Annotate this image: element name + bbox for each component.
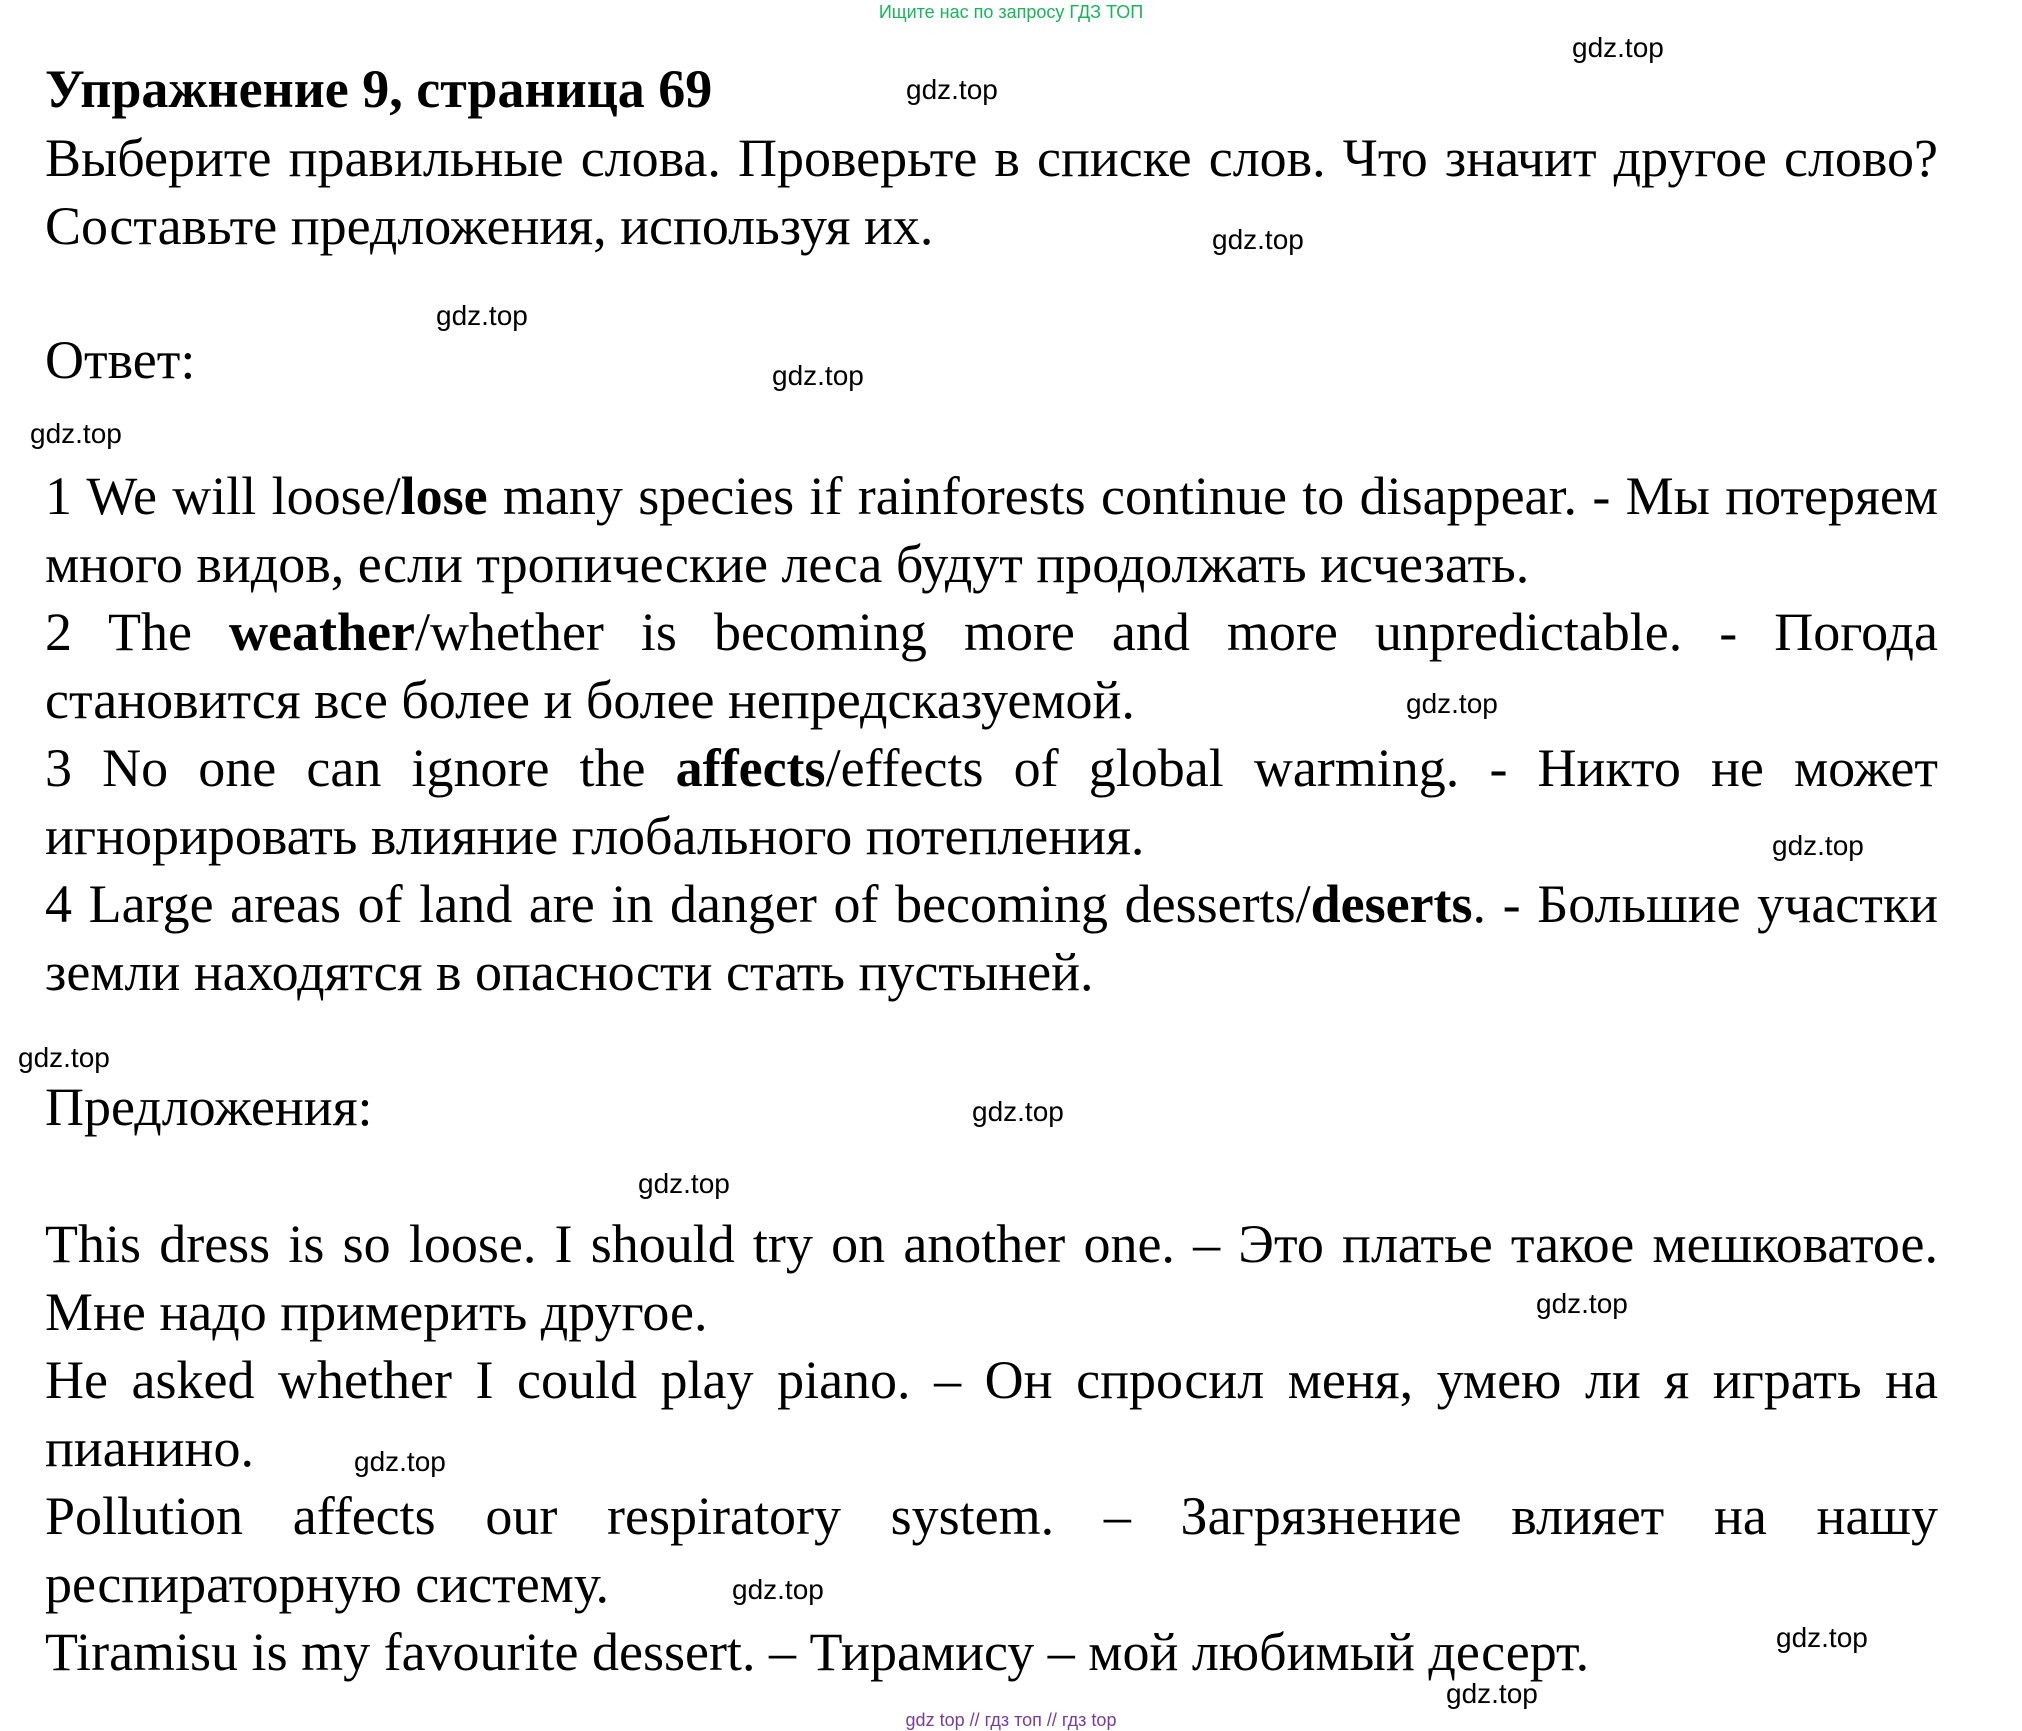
watermark: gdz.top <box>772 360 864 391</box>
answer-label: Ответ: <box>45 330 196 390</box>
sentence-item-4: Tiramisu is my favourite dessert. – Тирамису – мой любимый десерт. <box>45 1622 1590 1682</box>
watermark: gdz.top <box>354 1446 446 1477</box>
watermark: gdz.top <box>972 1096 1064 1127</box>
answer-item-3: 3 No one can ignore the affects/effects of global warming. - Никто не может игнорировать влияние глобального потепления. <box>45 738 1938 866</box>
answer-item-2: 2 The weather/whether is becoming more and more unpredictable. - Погода становится все более и более непредсказуемой. <box>45 602 1938 730</box>
watermark: gdz.top <box>1772 830 1864 861</box>
sentence-item-3: Pollution affects our respiratory system. – Загрязнение влияет на нашу респираторную систему. <box>45 1486 1938 1614</box>
watermark: gdz.top <box>30 418 122 449</box>
sentences-label: Предложения: <box>45 1077 373 1137</box>
sentence-item-2: He asked whether I could play piano. – Он спросил меня, умею ли я играть на пианино. <box>45 1350 1938 1478</box>
exercise-title: Упражнение 9, страница 69 <box>45 59 713 119</box>
search-hint-banner: Ищите нас по запросу ГДЗ ТОП <box>878 2 1144 22</box>
watermark: gdz.top <box>732 1574 824 1605</box>
instruction-text: Выберите правильные слова. Проверьте в списке слов. Что значит другое слово? Составьте предложения, используя их. <box>45 128 1938 256</box>
answer-item-1: 1 We will loose/lose many species if rainforests continue to disappear. - Мы потеряем много видов, если тропические леса будут продолжать исчезать. <box>45 466 1938 594</box>
watermark: gdz.top <box>1776 1622 1868 1653</box>
watermark: gdz.top <box>18 1042 110 1073</box>
watermark: gdz.top <box>1406 688 1498 719</box>
watermark: gdz.top <box>1572 32 1664 63</box>
watermark: gdz.top <box>638 1168 730 1199</box>
watermark: gdz.top <box>1536 1288 1628 1319</box>
watermark: gdz.top <box>1212 224 1304 255</box>
watermark: gdz.top <box>436 300 528 331</box>
watermark: gdz.top <box>1446 1678 1538 1709</box>
watermark: gdz.top <box>906 74 998 105</box>
sentence-item-1: This dress is so loose. I should try on another one. – Это платье такое мешковатое. Мне надо примерить другое. <box>45 1214 1938 1342</box>
footer-watermark: gdz top // гдз топ // гдз top <box>905 1710 1117 1730</box>
answer-item-4: 4 Large areas of land are in danger of becoming desserts/deserts. - Большие участки земли находятся в опасности стать пустыней. <box>45 874 1938 1002</box>
